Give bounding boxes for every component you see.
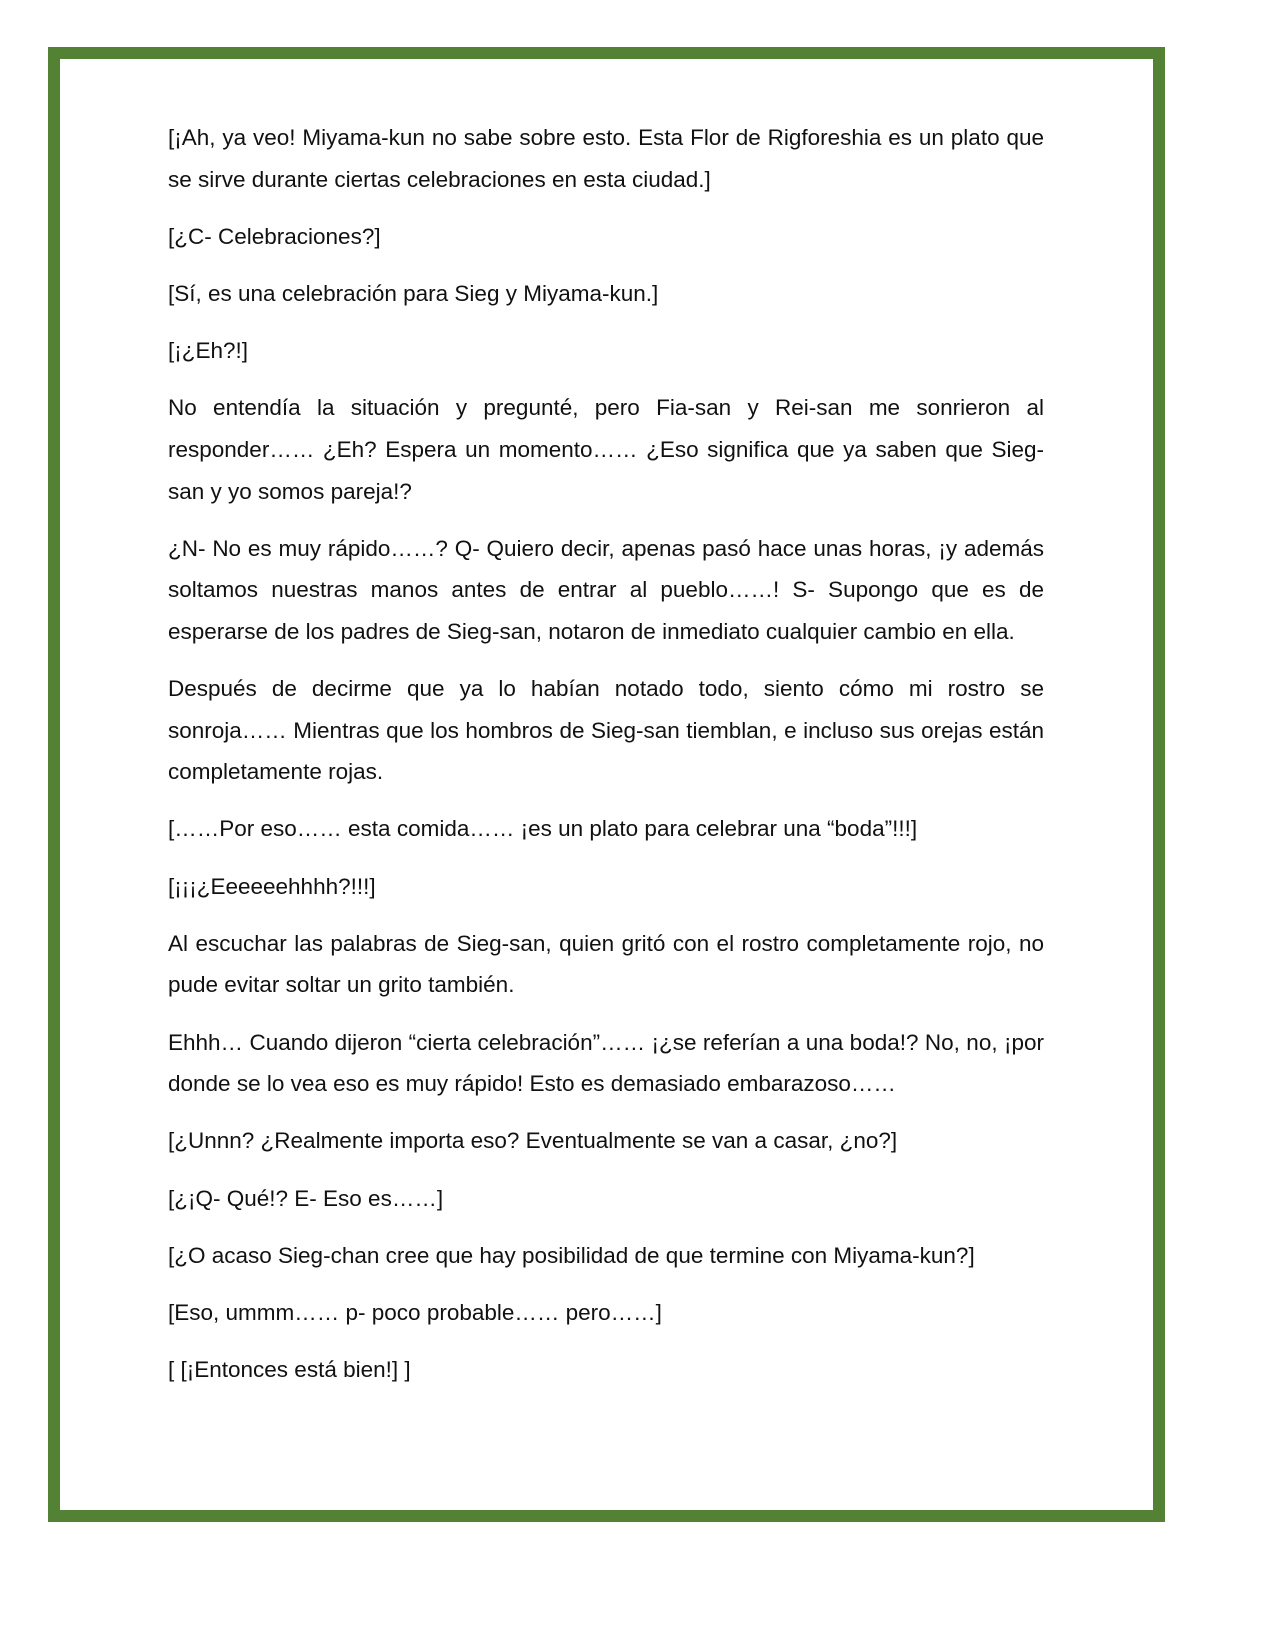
paragraph: [……Por eso…… esta comida…… ¡es un plato para celebrar una “boda”!!!] bbox=[168, 816, 918, 842]
paragraph: [¿C- Celebraciones?] bbox=[168, 223, 381, 249]
paragraph: ¿N- No es muy rápido……? Q- Quiero decir, apenas pasó hace unas horas, ¡y además soltamos nuestras manos antes de entrar al pueblo……! S- Supongo que es de esperarse de los padres de Sieg-san, notaron de inmediato cualquier cambio en ella. bbox=[168, 535, 1044, 644]
paragraph: No entendía la situación y pregunté, pero Fia-san y Rei-san me sonrieron al responder…… ¿Eh? Espera un momento…… ¿Eso significa que ya saben que Sieg-san y yo somos pareja!? bbox=[168, 395, 1044, 504]
paragraph: [¿O acaso Sieg-chan cree que hay posibilidad de que termine con Miyama-kun?] bbox=[168, 1242, 975, 1268]
paragraph: Al escuchar las palabras de Sieg-san, quien gritó con el rostro completamente rojo, no pude evitar soltar un grito también. bbox=[168, 930, 1044, 998]
paragraph: [ [¡Entonces está bien!] ] bbox=[168, 1357, 411, 1383]
paragraph: [¡¿Eh?!] bbox=[168, 338, 249, 364]
paragraph: Después de decirme que ya lo habían notado todo, siento cómo mi rostro se sonroja…… Mientras que los hombros de Sieg-san tiemblan, e incluso sus orejas están completamente rojas. bbox=[168, 676, 1044, 785]
document-body bbox=[168, 117, 1044, 1406]
paragraph: Ehhh… Cuando dijeron “cierta celebración”…… ¡¿se referían a una boda!? No, no, ¡por donde se lo vea eso es muy rápido! Esto es demasiado embarazoso…… bbox=[168, 1029, 1044, 1097]
paragraph: [Eso, ummm…… p- poco probable…… pero……] bbox=[168, 1299, 662, 1325]
paragraph: [¿¡Q- Qué!? E- Eso es……] bbox=[168, 1185, 444, 1211]
paragraph: [¿Unnn? ¿Realmente importa eso? Eventualmente se van a casar, ¿no?] bbox=[168, 1128, 898, 1154]
paragraph: [¡¡¡¿Eeeeeehhhh?!!!] bbox=[168, 873, 376, 899]
paragraph: [Sí, es una celebración para Sieg y Miyama-kun.] bbox=[168, 280, 659, 306]
paragraph: [¡Ah, ya veo! Miyama-kun no sabe sobre esto. Esta Flor de Rigforeshia es un plato que se sirve durante ciertas celebraciones en esta ciudad.] bbox=[168, 125, 1044, 192]
